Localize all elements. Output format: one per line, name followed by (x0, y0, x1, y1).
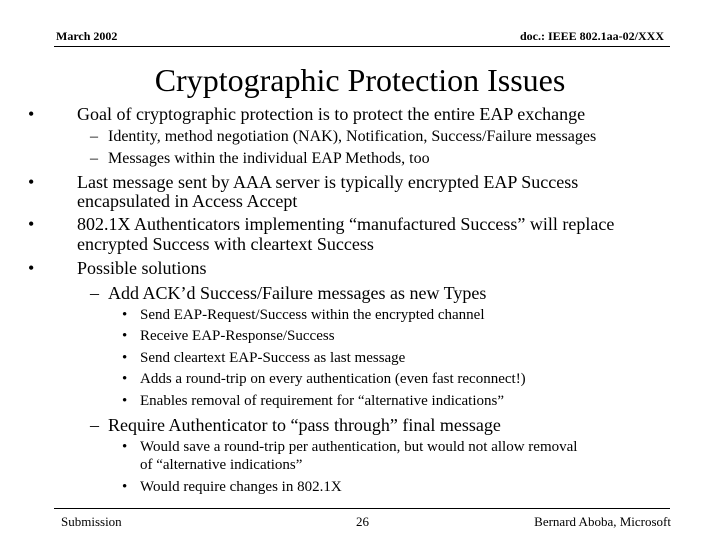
detail-enables-removal: Enables removal of requirement for “alternative indications” (140, 393, 505, 409)
bullet-marker: • (28, 104, 35, 124)
sub-bullet-methods: Messages within the individual EAP Methods, too (108, 150, 430, 167)
bullet-last-message: Last message sent by AAA server is typically encrypted EAP Success (77, 172, 579, 192)
header-doc-id: doc.: IEEE 802.1aa-02/XXX (519, 29, 664, 43)
bullet-marker: • (28, 214, 35, 234)
detail-save-round-trip: Would save a round-trip per authentication, but would not allow removal (140, 439, 578, 455)
bullet-marker: • (122, 439, 128, 455)
dash-marker: – (90, 150, 98, 167)
bullet-marker: • (122, 393, 128, 409)
footer-submission: Submission (61, 514, 122, 529)
sub-bullet-pass-through: Require Authenticator to “pass through” final message (108, 415, 501, 435)
dash-marker: – (90, 128, 98, 145)
detail-receive-response-success: Receive EAP-Response/Success (140, 328, 335, 344)
detail-send-request-success: Send EAP-Request/Success within the encrypted channel (140, 307, 485, 323)
bullet-marker: • (122, 307, 128, 323)
dash-marker: – (90, 283, 99, 303)
sub-bullet-ack-success: Add ACK’d Success/Failure messages as new Types (108, 283, 487, 303)
bullet-marker: • (122, 479, 128, 495)
bullet-marker: • (28, 172, 35, 192)
detail-save-round-trip-cont: of “alternative indications” (140, 457, 303, 473)
bullet-goal: Goal of cryptographic protection is to protect the entire EAP exchange (77, 104, 586, 124)
footer-page-number: 26 (356, 514, 369, 529)
bullet-marker: • (122, 371, 128, 387)
slide-title: Cryptographic Protection Issues (154, 62, 566, 98)
dash-marker: – (90, 415, 99, 435)
sub-bullet-identity: Identity, method negotiation (NAK), Notification, Success/Failure messages (108, 128, 597, 145)
bullet-possible-solutions: Possible solutions (77, 258, 207, 278)
bullet-authenticators: 802.1X Authenticators implementing “manufactured Success” will replace (77, 214, 615, 234)
footer-author: Bernard Aboba, Microsoft (534, 514, 671, 529)
detail-require-changes: Would require changes in 802.1X (140, 479, 342, 495)
bullet-marker: • (122, 328, 128, 344)
header-divider (54, 46, 670, 47)
header-date: March 2002 (56, 29, 118, 43)
bullet-marker: • (122, 350, 128, 366)
detail-adds-round-trip: Adds a round-trip on every authentication (even fast reconnect!) (140, 371, 526, 387)
footer-divider (54, 508, 670, 509)
bullet-marker: • (28, 258, 35, 278)
bullet-last-message-cont: encapsulated in Access Accept (77, 191, 298, 211)
detail-send-cleartext-success: Send cleartext EAP-Success as last message (140, 350, 406, 366)
bullet-authenticators-cont: encrypted Success with cleartext Success (77, 234, 374, 254)
